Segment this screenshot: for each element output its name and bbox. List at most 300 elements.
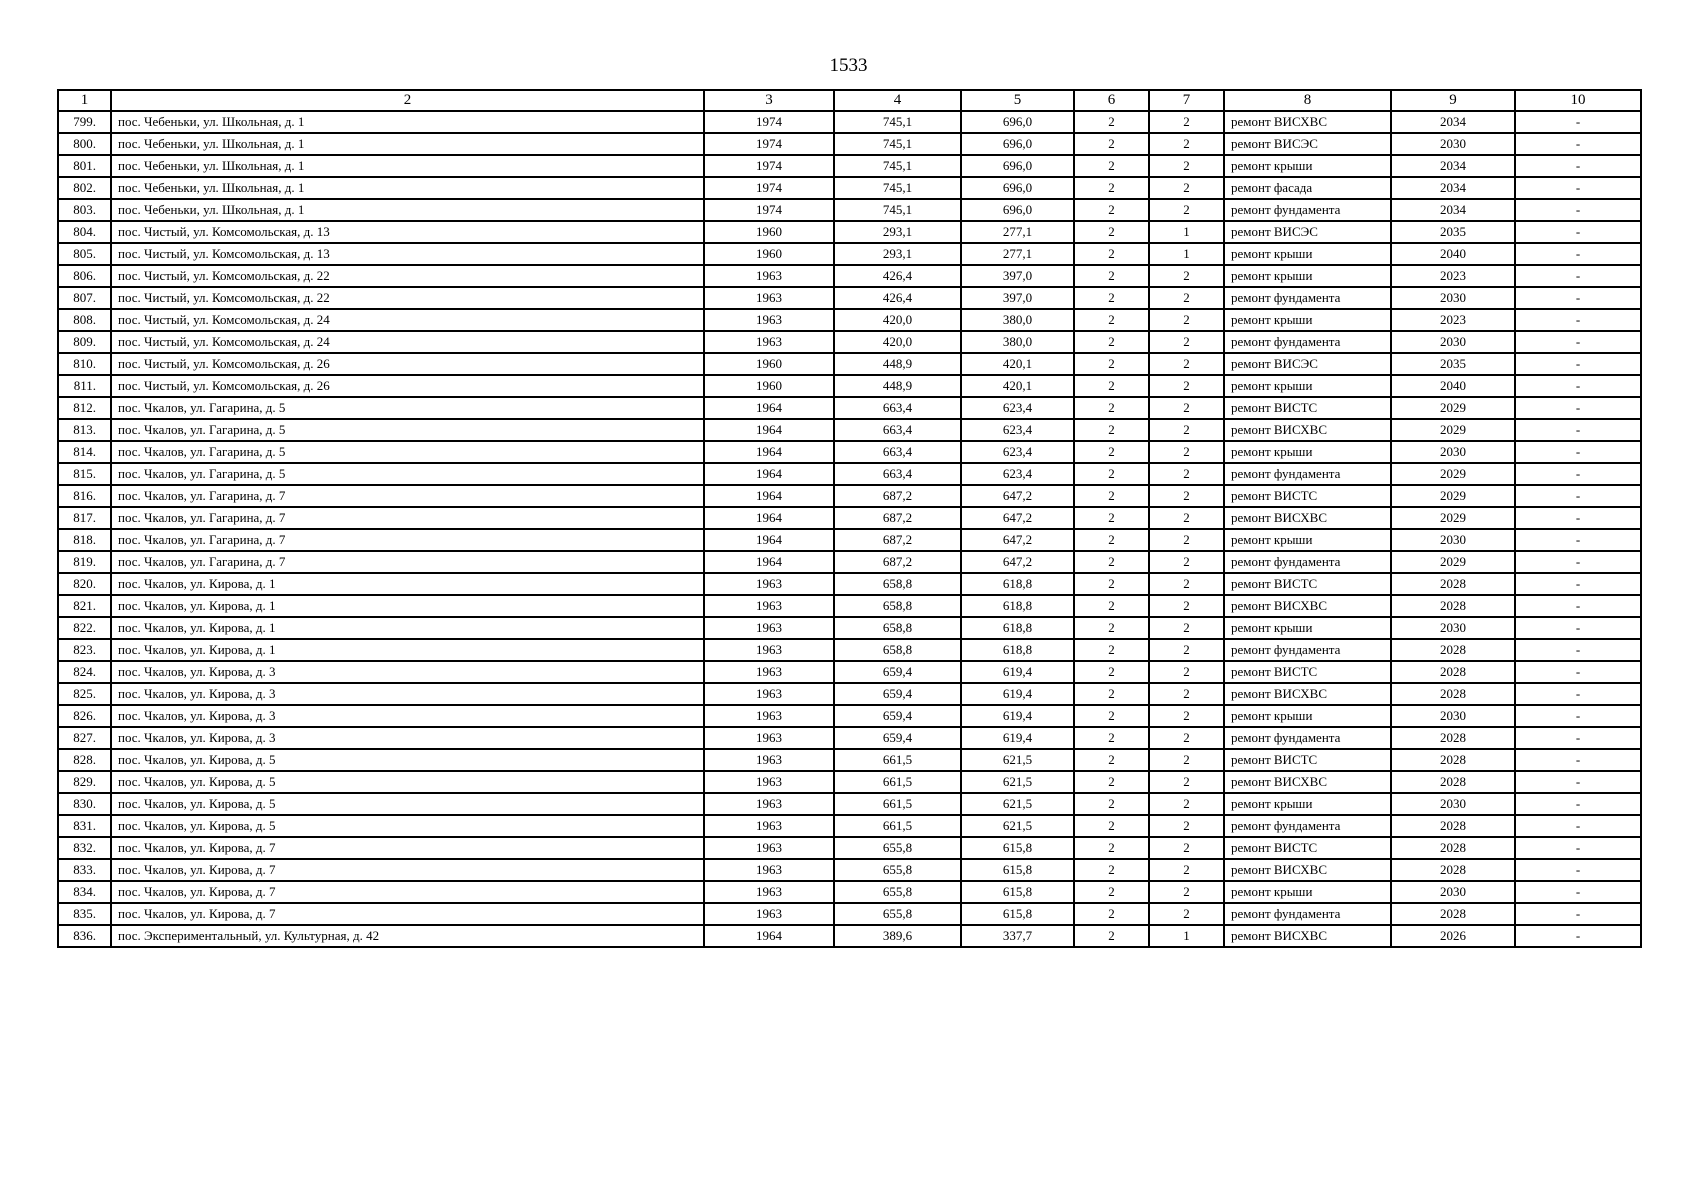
table-cell: пос. Чистый, ул. Комсомольская, д. 22 [111, 287, 704, 309]
table-cell: ремонт ВИСТС [1224, 837, 1391, 859]
table-cell: - [1515, 309, 1641, 331]
column-header: 7 [1149, 90, 1224, 111]
table-cell: 745,1 [834, 155, 961, 177]
table-cell: - [1515, 705, 1641, 727]
table-cell: 615,8 [961, 903, 1074, 925]
table-cell: пос. Чебеньки, ул. Школьная, д. 1 [111, 155, 704, 177]
table-cell: 1963 [704, 859, 834, 881]
table-cell: 397,0 [961, 287, 1074, 309]
table-cell: 1974 [704, 111, 834, 133]
table-row [58, 881, 1641, 903]
table-cell: - [1515, 573, 1641, 595]
table-cell: 1974 [704, 155, 834, 177]
table-row [58, 683, 1641, 705]
table-row [58, 353, 1641, 375]
table-cell: 2 [1074, 617, 1149, 639]
table-cell: 618,8 [961, 639, 1074, 661]
table-cell: 293,1 [834, 243, 961, 265]
table-cell: 2 [1149, 419, 1224, 441]
table-cell: 2028 [1391, 661, 1515, 683]
table-cell: пос. Чкалов, ул. Кирова, д. 5 [111, 815, 704, 837]
table-cell: ремонт фундамента [1224, 463, 1391, 485]
table-cell: ремонт ВИСЭС [1224, 133, 1391, 155]
table-row [58, 595, 1641, 617]
table-cell: пос. Чистый, ул. Комсомольская, д. 24 [111, 331, 704, 353]
table-cell: 2028 [1391, 903, 1515, 925]
table-cell: ремонт ВИСТС [1224, 661, 1391, 683]
table-cell: 663,4 [834, 441, 961, 463]
table-cell: пос. Чистый, ул. Комсомольская, д. 26 [111, 375, 704, 397]
table-cell: пос. Чкалов, ул. Кирова, д. 5 [111, 793, 704, 815]
table-cell: 2 [1149, 617, 1224, 639]
table-cell: - [1515, 793, 1641, 815]
table-cell: 2 [1149, 683, 1224, 705]
table-cell: 687,2 [834, 485, 961, 507]
table-cell: ремонт фундамента [1224, 551, 1391, 573]
table-cell: 745,1 [834, 177, 961, 199]
table-row [58, 749, 1641, 771]
table-cell: 1963 [704, 265, 834, 287]
table-cell: - [1515, 815, 1641, 837]
table-cell: пос. Чкалов, ул. Кирова, д. 5 [111, 749, 704, 771]
table-cell: 615,8 [961, 837, 1074, 859]
table-cell: 2034 [1391, 111, 1515, 133]
table-cell: 647,2 [961, 529, 1074, 551]
table-cell: 380,0 [961, 331, 1074, 353]
table-cell: ремонт крыши [1224, 881, 1391, 903]
table-cell: 1964 [704, 419, 834, 441]
table-cell: 2 [1074, 727, 1149, 749]
table-cell: 812. [58, 397, 111, 419]
table-cell: 745,1 [834, 199, 961, 221]
table-cell: ремонт фундамента [1224, 287, 1391, 309]
table-cell: 2 [1074, 485, 1149, 507]
table-cell: 2029 [1391, 419, 1515, 441]
table-header-row [58, 90, 1641, 111]
table-row [58, 397, 1641, 419]
table-cell: ремонт ВИСХВС [1224, 507, 1391, 529]
table-cell: 1963 [704, 683, 834, 705]
table-cell: пос. Чкалов, ул. Кирова, д. 3 [111, 661, 704, 683]
table-cell: - [1515, 199, 1641, 221]
table-cell: ремонт крыши [1224, 705, 1391, 727]
table-cell: 2040 [1391, 243, 1515, 265]
table-cell: 2030 [1391, 287, 1515, 309]
table-cell: 623,4 [961, 463, 1074, 485]
table-row [58, 485, 1641, 507]
table-cell: ремонт ВИСХВС [1224, 595, 1391, 617]
table-cell: - [1515, 419, 1641, 441]
table-cell: 2 [1074, 771, 1149, 793]
table-cell: 1964 [704, 485, 834, 507]
table-cell: 2 [1149, 485, 1224, 507]
table-cell: ремонт ВИСТС [1224, 485, 1391, 507]
table-cell: 2 [1149, 881, 1224, 903]
table-cell: 2028 [1391, 771, 1515, 793]
table-cell: 2 [1074, 133, 1149, 155]
table-cell: 448,9 [834, 353, 961, 375]
table-cell: 619,4 [961, 727, 1074, 749]
table-row [58, 155, 1641, 177]
table-cell: 831. [58, 815, 111, 837]
table-cell: 800. [58, 133, 111, 155]
table-cell: 2 [1149, 815, 1224, 837]
table-row [58, 441, 1641, 463]
table-cell: 623,4 [961, 441, 1074, 463]
table-cell: 822. [58, 617, 111, 639]
table-cell: пос. Чебеньки, ул. Школьная, д. 1 [111, 199, 704, 221]
table-cell: ремонт ВИСТС [1224, 749, 1391, 771]
table-cell: 696,0 [961, 177, 1074, 199]
table-cell: 1964 [704, 529, 834, 551]
table-cell: 621,5 [961, 749, 1074, 771]
table-row [58, 573, 1641, 595]
table-row [58, 287, 1641, 309]
table-cell: 2 [1074, 375, 1149, 397]
table-cell: - [1515, 551, 1641, 573]
table-cell: 821. [58, 595, 111, 617]
table-cell: 2023 [1391, 309, 1515, 331]
table-cell: 804. [58, 221, 111, 243]
table-cell: 1960 [704, 353, 834, 375]
table-cell: 2030 [1391, 441, 1515, 463]
table-cell: 2 [1074, 331, 1149, 353]
table-cell: 2 [1074, 177, 1149, 199]
table-cell: 687,2 [834, 507, 961, 529]
table-cell: 2 [1074, 837, 1149, 859]
table-cell: - [1515, 529, 1641, 551]
table-cell: 1963 [704, 749, 834, 771]
table-cell: 1963 [704, 331, 834, 353]
table-cell: 696,0 [961, 111, 1074, 133]
table-cell: 2 [1074, 683, 1149, 705]
table-cell: пос. Чебеньки, ул. Школьная, д. 1 [111, 133, 704, 155]
table-cell: 805. [58, 243, 111, 265]
table-cell: 687,2 [834, 529, 961, 551]
table-row [58, 463, 1641, 485]
table-cell: 1 [1149, 925, 1224, 947]
table-row [58, 221, 1641, 243]
table-cell: 1963 [704, 881, 834, 903]
table-cell: пос. Чистый, ул. Комсомольская, д. 13 [111, 221, 704, 243]
table-cell: 2 [1149, 859, 1224, 881]
table-cell: 1964 [704, 397, 834, 419]
table-row [58, 331, 1641, 353]
table-cell: 2028 [1391, 639, 1515, 661]
table-cell: 1963 [704, 595, 834, 617]
table-cell: 2028 [1391, 837, 1515, 859]
table-cell: - [1515, 727, 1641, 749]
table-cell: - [1515, 485, 1641, 507]
table-cell: ремонт крыши [1224, 309, 1391, 331]
table-cell: 2030 [1391, 705, 1515, 727]
table-cell: 2 [1149, 199, 1224, 221]
table-cell: 826. [58, 705, 111, 727]
table-cell: 1964 [704, 507, 834, 529]
table-row [58, 177, 1641, 199]
table-cell: ремонт ВИСХВС [1224, 419, 1391, 441]
table-cell: 661,5 [834, 771, 961, 793]
table-cell: - [1515, 441, 1641, 463]
table-cell: ремонт ВИСХВС [1224, 925, 1391, 947]
table-cell: 2 [1074, 793, 1149, 815]
table-row [58, 705, 1641, 727]
table-cell: 1964 [704, 441, 834, 463]
table-cell: 2 [1074, 463, 1149, 485]
table-cell: пос. Чкалов, ул. Гагарина, д. 5 [111, 397, 704, 419]
table-cell: 2028 [1391, 595, 1515, 617]
table-row [58, 507, 1641, 529]
table-cell: 615,8 [961, 859, 1074, 881]
table-row [58, 243, 1641, 265]
table-cell: 2026 [1391, 925, 1515, 947]
table-cell: 426,4 [834, 265, 961, 287]
table-cell: 277,1 [961, 243, 1074, 265]
table-cell: 2 [1149, 705, 1224, 727]
table-cell: 1964 [704, 551, 834, 573]
table-cell: 2 [1149, 463, 1224, 485]
table-cell: пос. Чкалов, ул. Гагарина, д. 7 [111, 551, 704, 573]
table-cell: ремонт ВИСТС [1224, 573, 1391, 595]
table-cell: 2 [1149, 529, 1224, 551]
table-cell: 1963 [704, 815, 834, 837]
table-cell: пос. Чкалов, ул. Гагарина, д. 5 [111, 419, 704, 441]
table-row [58, 727, 1641, 749]
table-cell: 810. [58, 353, 111, 375]
table-cell: 799. [58, 111, 111, 133]
table-cell: 745,1 [834, 111, 961, 133]
table-cell: - [1515, 859, 1641, 881]
table-cell: 2 [1074, 199, 1149, 221]
table-cell: 2 [1074, 221, 1149, 243]
table-row [58, 529, 1641, 551]
table-cell: 277,1 [961, 221, 1074, 243]
table-cell: пос. Чкалов, ул. Кирова, д. 3 [111, 727, 704, 749]
table-cell: 2028 [1391, 727, 1515, 749]
table-cell: - [1515, 903, 1641, 925]
table-cell: 811. [58, 375, 111, 397]
table-cell: ремонт фасада [1224, 177, 1391, 199]
table-cell: ремонт крыши [1224, 441, 1391, 463]
table-cell: - [1515, 507, 1641, 529]
table-cell: - [1515, 375, 1641, 397]
table-cell: 337,7 [961, 925, 1074, 947]
table-cell: 2030 [1391, 881, 1515, 903]
table-cell: 420,0 [834, 309, 961, 331]
table-cell: - [1515, 243, 1641, 265]
table-cell: 2029 [1391, 551, 1515, 573]
table-row [58, 903, 1641, 925]
table-cell: - [1515, 749, 1641, 771]
table-cell: 619,4 [961, 661, 1074, 683]
table-cell: 2 [1074, 661, 1149, 683]
table-cell: пос. Чкалов, ул. Кирова, д. 1 [111, 573, 704, 595]
table-cell: 2 [1074, 441, 1149, 463]
table-row [58, 265, 1641, 287]
table-cell: 2028 [1391, 815, 1515, 837]
table-row [58, 199, 1641, 221]
table-cell: 830. [58, 793, 111, 815]
table-cell: - [1515, 771, 1641, 793]
table-cell: пос. Чистый, ул. Комсомольская, д. 24 [111, 309, 704, 331]
table-cell: пос. Чкалов, ул. Кирова, д. 7 [111, 903, 704, 925]
table-cell: 2 [1149, 771, 1224, 793]
table-cell: пос. Чкалов, ул. Кирова, д. 3 [111, 683, 704, 705]
table-cell: пос. Чкалов, ул. Гагарина, д. 7 [111, 507, 704, 529]
table-cell: 2 [1074, 529, 1149, 551]
table-cell: 448,9 [834, 375, 961, 397]
table-cell: 663,4 [834, 463, 961, 485]
table-cell: 389,6 [834, 925, 961, 947]
table-cell: - [1515, 111, 1641, 133]
table-cell: 2 [1149, 573, 1224, 595]
table-cell: - [1515, 661, 1641, 683]
table-cell: 1964 [704, 463, 834, 485]
table-cell: 802. [58, 177, 111, 199]
table-cell: 623,4 [961, 397, 1074, 419]
table-cell: пос. Чкалов, ул. Гагарина, д. 7 [111, 529, 704, 551]
table-cell: 658,8 [834, 573, 961, 595]
table-cell: 2 [1074, 419, 1149, 441]
column-header: 2 [111, 90, 704, 111]
table-cell: 1974 [704, 199, 834, 221]
table-cell: 828. [58, 749, 111, 771]
table-cell: - [1515, 925, 1641, 947]
table-cell: 2 [1074, 859, 1149, 881]
table-cell: 2030 [1391, 617, 1515, 639]
table-cell: 2 [1074, 551, 1149, 573]
table-cell: ремонт крыши [1224, 375, 1391, 397]
table-cell: 2 [1149, 265, 1224, 287]
table-cell: 2028 [1391, 749, 1515, 771]
table-cell: ремонт ВИСХВС [1224, 683, 1391, 705]
table-cell: 2030 [1391, 529, 1515, 551]
table-row [58, 133, 1641, 155]
table-cell: 293,1 [834, 221, 961, 243]
table-cell: пос. Чкалов, ул. Кирова, д. 1 [111, 617, 704, 639]
table-cell: 2028 [1391, 683, 1515, 705]
column-header: 3 [704, 90, 834, 111]
table-cell: 2 [1074, 309, 1149, 331]
table-cell: 2 [1074, 265, 1149, 287]
table-cell: 1963 [704, 573, 834, 595]
table-cell: 2 [1074, 111, 1149, 133]
table-cell: 2 [1149, 309, 1224, 331]
table-row [58, 837, 1641, 859]
table-cell: 1974 [704, 133, 834, 155]
table-cell: 655,8 [834, 903, 961, 925]
table-cell: пос. Чкалов, ул. Кирова, д. 7 [111, 837, 704, 859]
table-row [58, 793, 1641, 815]
table-cell: 1974 [704, 177, 834, 199]
table-cell: пос. Чкалов, ул. Кирова, д. 3 [111, 705, 704, 727]
table-cell: 2 [1074, 155, 1149, 177]
table-row [58, 661, 1641, 683]
table-cell: 2029 [1391, 485, 1515, 507]
table-row [58, 859, 1641, 881]
table-cell: 420,0 [834, 331, 961, 353]
table-cell: 813. [58, 419, 111, 441]
table-cell: 834. [58, 881, 111, 903]
table-cell: 623,4 [961, 419, 1074, 441]
table-cell: 2028 [1391, 859, 1515, 881]
table-cell: 2 [1149, 903, 1224, 925]
table-cell: 1963 [704, 771, 834, 793]
table-cell: 1963 [704, 793, 834, 815]
table-cell: 835. [58, 903, 111, 925]
table-cell: 816. [58, 485, 111, 507]
table-cell: 659,4 [834, 661, 961, 683]
table-cell: - [1515, 287, 1641, 309]
table-cell: 2 [1074, 925, 1149, 947]
table-cell: пос. Чистый, ул. Комсомольская, д. 13 [111, 243, 704, 265]
table-cell: 1960 [704, 243, 834, 265]
table-cell: - [1515, 837, 1641, 859]
table-cell: пос. Чкалов, ул. Кирова, д. 1 [111, 595, 704, 617]
table-cell: ремонт ВИСХВС [1224, 859, 1391, 881]
table-cell: - [1515, 617, 1641, 639]
table-cell: 2 [1149, 661, 1224, 683]
table-cell: 2 [1149, 111, 1224, 133]
table-cell: пос. Чебеньки, ул. Школьная, д. 1 [111, 177, 704, 199]
table-cell: 2 [1149, 133, 1224, 155]
table-cell: 2 [1074, 507, 1149, 529]
table-cell: 619,4 [961, 705, 1074, 727]
table-cell: 2 [1074, 639, 1149, 661]
table-cell: - [1515, 397, 1641, 419]
table-cell: 2035 [1391, 353, 1515, 375]
table-cell: 1960 [704, 221, 834, 243]
table-cell: 827. [58, 727, 111, 749]
table-cell: 426,4 [834, 287, 961, 309]
table-cell: 809. [58, 331, 111, 353]
table-cell: 1963 [704, 903, 834, 925]
table-cell: 2034 [1391, 155, 1515, 177]
column-header: 6 [1074, 90, 1149, 111]
table-cell: - [1515, 331, 1641, 353]
table-cell: 2029 [1391, 507, 1515, 529]
table-cell: 621,5 [961, 793, 1074, 815]
table-cell: 745,1 [834, 133, 961, 155]
column-header: 1 [58, 90, 111, 111]
column-header: 4 [834, 90, 961, 111]
table-cell: 1963 [704, 287, 834, 309]
table-cell: 2040 [1391, 375, 1515, 397]
table-cell: 2 [1074, 243, 1149, 265]
table-cell: ремонт крыши [1224, 155, 1391, 177]
column-header: 5 [961, 90, 1074, 111]
table-cell: 801. [58, 155, 111, 177]
table-cell: 836. [58, 925, 111, 947]
table-cell: - [1515, 463, 1641, 485]
table-cell: 815. [58, 463, 111, 485]
table-cell: ремонт крыши [1224, 243, 1391, 265]
table-cell: 2 [1149, 595, 1224, 617]
table-cell: ремонт ВИСТС [1224, 397, 1391, 419]
column-header: 8 [1224, 90, 1391, 111]
table-cell: ремонт фундамента [1224, 815, 1391, 837]
table-cell: 659,4 [834, 683, 961, 705]
table-cell: 2 [1149, 749, 1224, 771]
table-row [58, 771, 1641, 793]
table-cell: 647,2 [961, 507, 1074, 529]
table-cell: - [1515, 353, 1641, 375]
table-cell: - [1515, 177, 1641, 199]
table-cell: 1 [1149, 221, 1224, 243]
table-cell: 661,5 [834, 749, 961, 771]
table-cell: 2 [1074, 815, 1149, 837]
table-cell: 397,0 [961, 265, 1074, 287]
